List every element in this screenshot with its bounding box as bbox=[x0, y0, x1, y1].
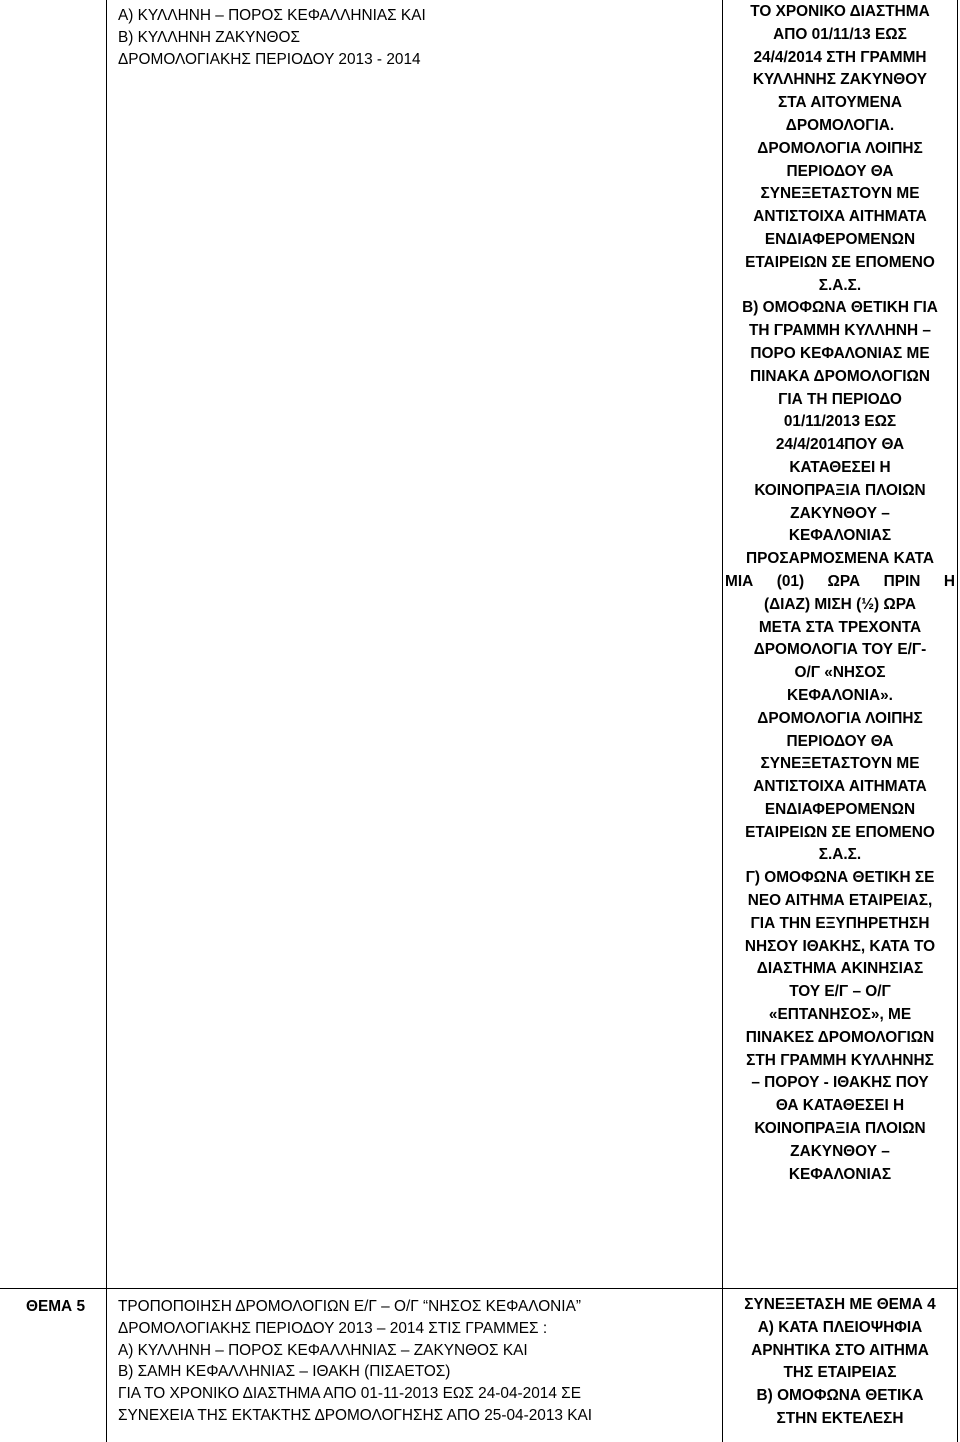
row2-decision bbox=[725, 1294, 955, 1431]
text-line: 01/11/2013 ΕΩΣ bbox=[783, 413, 897, 431]
text-line: Ο/Γ «ΝΗΣΟΣ bbox=[794, 664, 886, 682]
text-line: ΠΙΝΑΚΑ ΔΡΟΜΟΛΟΓΙΩΝ bbox=[749, 367, 931, 385]
text-line: ΠΕΡΙΟΔΟΥ ΘΑ bbox=[786, 732, 894, 750]
text-line: ΔΡΟΜΟΛΟΓΙΑ ΤΟΥ Ε/Γ- bbox=[753, 641, 927, 659]
text-line: ΠΡΟΣΑΡΜΟΣΜΕΝΑ ΚΑΤΑ bbox=[746, 550, 934, 568]
text-line: ΣΤΑ ΑΙΤΟΥΜΕΝΑ bbox=[778, 94, 902, 112]
text-line: ΔΙΑΣΤΗΜΑ ΑΚΙΝΗΣΙΑΣ bbox=[756, 960, 924, 978]
row1-subject bbox=[118, 5, 426, 70]
text-line: ΣΥΝΕΧΕΙΑ ΤΗΣ ΕΚΤΑΚΤΗΣ ΔΡΟΜΟΛΟΓΗΣΗΣ ΑΠΟ 25-04-2013 ΚΑΙ bbox=[118, 1406, 593, 1424]
text-line: ΠΟΡΟ ΚΕΦΑΛΟΝΙΑΣ ΜΕ bbox=[750, 344, 930, 362]
text-line: ΔΡΟΜΟΛΟΓΙΑ. bbox=[785, 116, 895, 134]
text-line: ΣΤΗ ΓΡΑΜΜΗ ΚΥΛΛΗΝΗΣ bbox=[746, 1051, 934, 1069]
text-line: ΜΕΤΑ ΣΤΑ ΤΡΕΧΟΝΤΑ bbox=[758, 618, 922, 636]
text-line: ΑΝΤΙΣΤΟΙΧΑ ΑΙΤΗΜΑΤΑ bbox=[753, 208, 927, 226]
text-line: ΕΝΔΙΑΦΕΡΟΜΕΝΩΝ bbox=[764, 800, 916, 818]
text-line: ΚΕΦΑΛΟΝΙΑΣ bbox=[788, 1165, 892, 1183]
table-right-border bbox=[957, 0, 958, 1442]
text-line: ΑΡΝΗΤΙΚΑ ΣΤΟ ΑΙΤΗΜΑ bbox=[751, 1341, 929, 1359]
text-line: ΚΕΦΑΛΟΝΙΑ». bbox=[787, 686, 893, 704]
text-line: ΣΤΗΝ ΕΚΤΕΛΕΣΗ bbox=[776, 1409, 904, 1427]
text-line: 24/4/2014 ΣΤΗ ΓΡΑΜΜΗ bbox=[753, 48, 927, 66]
text-line: ΚΑΤΑΘΕΣΕΙ Η bbox=[789, 458, 891, 476]
text-line: ΠΕΡΙΟΔΟΥ ΘΑ bbox=[786, 162, 894, 180]
text-line: ΔΡΟΜΟΛΟΓΙΑ ΛΟΙΠΗΣ bbox=[757, 139, 923, 157]
column-divider bbox=[106, 0, 107, 1442]
text-line: ΘΑ ΚΑΤΑΘΕΣΕΙ Η bbox=[775, 1097, 905, 1115]
text-line: ΝΕΟ ΑΙΤΗΜΑ ΕΤΑΙΡΕΙΑΣ, bbox=[747, 892, 933, 910]
text-line: ΕΤΑΙΡΕΙΩΝ ΣΕ ΕΠΟΜΕΝΟ bbox=[745, 253, 935, 271]
text-line: Α) ΚΥΛΛΗΝΗ – ΠΟΡΟΣ ΚΕΦΑΛΛΗΝΙΑΣ – ΖΑΚΥΝΘΟΣ ΚΑΙ bbox=[118, 1341, 528, 1359]
text-line: Σ.Α.Σ. bbox=[818, 276, 862, 294]
text-line: Β) ΟΜΟΦΩΝΑ ΘΕΤΙΚΗ ΓΙΑ bbox=[742, 299, 938, 317]
text-line: ΚΥΛΛΗΝΗΣ ΖΑΚΥΝΘΟΥ bbox=[752, 71, 928, 89]
text-line: ΖΑΚΥΝΘΟΥ – bbox=[790, 1142, 890, 1160]
text-line: Α) ΚΥΛΛΗΝΗ – ΠΟΡΟΣ ΚΕΦΑΛΛΗΝΙΑΣ ΚΑΙ bbox=[118, 7, 426, 24]
text-line: ΔΡΟΜΟΛΟΓΙΑΚΗΣ ΠΕΡΙΟΔΟΥ 2013 - 2014 bbox=[118, 50, 421, 68]
text-line: ΓΙΑ ΤΗΝ ΕΞΥΠΗΡΕΤΗΣΗ bbox=[750, 914, 930, 932]
text-line: Β) ΚΥΛΛΗΝΗ ΖΑΚΥΝΘΟΣ bbox=[118, 28, 301, 46]
text-line: ΖΑΚΥΝΘΟΥ – bbox=[790, 504, 890, 522]
column-divider bbox=[722, 0, 723, 1442]
row2-subject bbox=[118, 1296, 592, 1427]
text-line: «ΕΠΤΑΝΗΣΟΣ», ΜΕ bbox=[768, 1006, 912, 1024]
text-line: Γ) ΟΜΟΦΩΝΑ ΘΕΤΙΚΗ ΣΕ bbox=[745, 869, 935, 887]
text-line: 24/4/2014ΠΟΥ ΘΑ bbox=[775, 436, 905, 454]
text-line: ΔΡΟΜΟΛΟΓΙΑΚΗΣ ΠΕΡΙΟΔΟΥ 2013 – 2014 ΣΤΙΣ ΓΡΑΜΜΕΣ : bbox=[118, 1319, 548, 1337]
text-line: ΜΙΑ (01) ΩΡΑ ΠΡΙΝ Η bbox=[725, 572, 955, 590]
text-line: – ΠΟΡΟΥ - ΙΘΑΚΗΣ ΠΟΥ bbox=[751, 1074, 929, 1092]
text-line: ΣΥΝΕΞΕΤΑΣΤΟΥΝ ΜΕ bbox=[760, 755, 920, 773]
text-line: ΚΟΙΝΟΠΡΑΞΙΑ ΠΛΟΙΩΝ bbox=[754, 481, 926, 499]
row1-decision bbox=[725, 1, 955, 1186]
text-line: ΠΙΝΑΚΕΣ ΔΡΟΜΟΛΟΓΙΩΝ bbox=[745, 1028, 935, 1046]
text-line: ΤΗΣ ΕΤΑΙΡΕΙΑΣ bbox=[783, 1364, 897, 1382]
text-line: ΤΟ ΧΡΟΝΙΚΟ ΔΙΑΣΤΗΜΑ bbox=[750, 3, 930, 20]
row-divider bbox=[0, 1288, 958, 1289]
text-line: ΔΡΟΜΟΛΟΓΙΑ ΛΟΙΠΗΣ bbox=[757, 709, 923, 727]
text-line: ΣΥΝΕΞΕΤΑΣΤΟΥΝ ΜΕ bbox=[760, 185, 920, 203]
text-line: ΑΠΟ 01/11/13 ΕΩΣ bbox=[773, 25, 907, 43]
text-line: ΕΤΑΙΡΕΙΩΝ ΣΕ ΕΠΟΜΕΝΟ bbox=[745, 823, 935, 841]
text-line: ΤΡΟΠΟΠΟΙΗΣΗ ΔΡΟΜΟΛΟΓΙΩΝ Ε/Γ – Ο/Γ “ΝΗΣΟΣ ΚΕΦΑΛΟΝΙΑ” bbox=[118, 1298, 581, 1315]
text-line: ΤΗ ΓΡΑΜΜΗ ΚΥΛΛΗΝΗ – bbox=[748, 322, 931, 340]
text-line: ΝΗΣΟΥ ΙΘΑΚΗΣ, ΚΑΤΑ ΤΟ bbox=[744, 937, 936, 955]
text-line: ΕΝΔΙΑΦΕΡΟΜΕΝΩΝ bbox=[764, 230, 916, 248]
item-number: ΘΕΜΑ 5 bbox=[26, 1298, 86, 1315]
text-line: Β) ΟΜΟΦΩΝΑ ΘΕΤΙΚΑ bbox=[756, 1387, 924, 1405]
text-line: ΚΕΦΑΛΟΝΙΑΣ bbox=[788, 527, 892, 545]
text-line: ΓΙΑ ΤΗ ΠΕΡΙΟΔΟ bbox=[778, 390, 902, 408]
text-line: ΓΙΑ ΤΟ ΧΡΟΝΙΚΟ ΔΙΑΣΤΗΜΑ ΑΠΟ 01-11-2013 ΕΩΣ 24-04-2014 ΣΕ bbox=[118, 1385, 581, 1403]
text-line: (ΔΙΑΖ) ΜΙΣΗ (½) ΩΡΑ bbox=[763, 595, 917, 613]
text-line: ΚΟΙΝΟΠΡΑΞΙΑ ΠΛΟΙΩΝ bbox=[754, 1120, 926, 1138]
text-line: ΣΥΝΕΞΕΤΑΣΗ ΜΕ ΘΕΜΑ 4 bbox=[744, 1296, 936, 1313]
text-line: Β) ΣΑΜΗ ΚΕΦΑΛΛΗΝΙΑΣ – ΙΘΑΚΗ (ΠΙΣΑΕΤΟΣ) bbox=[118, 1363, 451, 1381]
text-line: Σ.Α.Σ. bbox=[818, 846, 862, 864]
text-line: ΑΝΤΙΣΤΟΙΧΑ ΑΙΤΗΜΑΤΑ bbox=[753, 778, 927, 796]
text-line: Α) ΚΑΤΑ ΠΛΕΙΟΨΗΦΙΑ bbox=[757, 1318, 923, 1336]
text-line: ΤΟΥ Ε/Γ – Ο/Γ bbox=[789, 983, 891, 1001]
